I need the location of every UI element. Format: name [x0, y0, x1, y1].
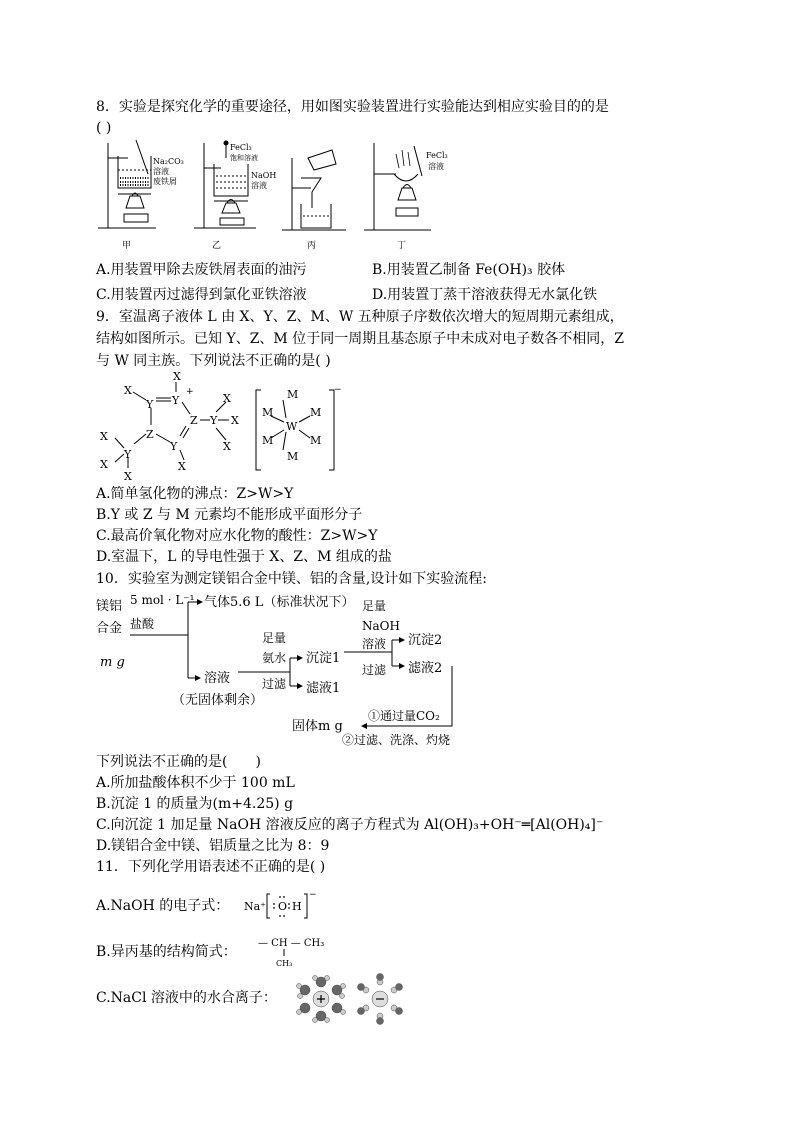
q10-option-b: B.沉淀 1 的质量为(m+4.25) g: [96, 796, 294, 812]
atom-x: X: [231, 414, 239, 427]
atom-x: X: [223, 392, 231, 405]
flow-step-2: ②过滤、洗涤、灼烧: [342, 733, 451, 747]
q8-option-b: B.用装置乙制备 Fe(OH)₃ 胶体: [372, 262, 566, 278]
atom-m: M: [287, 450, 299, 463]
yi-reagent-4: 溶液: [251, 181, 267, 190]
q8-stem: 8．实验是探究化学的重要途径，用如图实验装置进行实验能达到相应实验目的的是: [96, 99, 609, 115]
na-ion: Na⁺: [244, 900, 266, 913]
bing-caption: 丙: [307, 241, 317, 251]
flow-acid: 盐酸: [130, 617, 155, 631]
apparatus-jia: [98, 140, 156, 228]
q10-stem: 10．实验室为测定镁铝合金中镁、铝的含量,设计如下实验流程:: [96, 571, 487, 587]
flow-nh3: 氨水: [262, 651, 287, 665]
jia-reagent-1: Na₂CO₃: [153, 157, 184, 166]
q9-option-b: B.Y 或 Z 与 M 元素均不能形成平面形分子: [96, 507, 363, 523]
flow-step-1: ①通过量CO₂: [368, 709, 440, 723]
flow-solid: 固体m g: [292, 719, 343, 734]
flow-start-mass: m g: [100, 655, 125, 670]
q9-option-c: C.最高价氧化物对应水化物的酸性：Z>W>Y: [96, 528, 378, 544]
yi-caption: 乙: [212, 241, 222, 251]
flow-solution: 溶液: [204, 671, 231, 686]
flow-start-1: 镁铝: [96, 599, 123, 614]
flow-naoh-solution: 溶液: [362, 637, 387, 651]
atom-x: X: [124, 470, 132, 483]
q11-option-b: B.异丙基的结构简式：: [96, 944, 237, 960]
atom-x: X: [223, 440, 231, 453]
q11-option-a: A.NaOH 的电子式：: [96, 898, 230, 914]
naoh-electron-formula: [242, 888, 322, 924]
flow-start-2: 合金: [96, 621, 123, 636]
atom-x: X: [100, 430, 108, 443]
apparatus-ding: [364, 143, 431, 230]
atom-y: Y: [124, 448, 132, 461]
jia-caption: 甲: [122, 241, 132, 251]
atom-x: X: [124, 384, 132, 397]
charge-minus: −: [309, 890, 317, 900]
apparatus-bing: [282, 150, 346, 230]
flow-nh3-amount: 足量: [262, 631, 287, 645]
isopropyl-branch: CH₃: [276, 959, 293, 968]
flow-gas: 气体5.6 L（标准状况下）: [204, 595, 355, 610]
atom-x: X: [100, 458, 108, 471]
atom-y: Y: [170, 440, 178, 453]
atom-y: Y: [146, 398, 154, 411]
yi-reagent-3: NaOH: [251, 171, 277, 180]
atom-x: X: [178, 460, 186, 473]
atom-m: M: [262, 434, 274, 447]
flow-acid-conc: 5 mol · L⁻¹: [130, 593, 195, 607]
flow-no-residue: （无固体剩余）: [172, 693, 264, 708]
flow-precipitate-1: 沉淀1: [306, 651, 341, 666]
q10-question: 下列说法不正确的是( ): [96, 754, 261, 770]
flow-naoh: NaOH: [362, 619, 400, 633]
ding-caption: 丁: [397, 241, 407, 251]
oxygen-atom: O: [278, 900, 288, 913]
atom-z: Z: [146, 428, 154, 441]
atom-z: Z: [190, 414, 198, 427]
hydrated-ions-figure: [296, 976, 416, 1022]
q10-option-a: A.所加盐酸体积不少于 100 mL: [96, 775, 295, 791]
ding-reagent-1: FeCl₃: [426, 151, 448, 160]
q8-answer-paren: ( ): [96, 120, 112, 136]
charge-minus: −: [334, 385, 342, 395]
atom-x: X: [173, 370, 181, 383]
jia-reagent-3: 废铁屑: [153, 177, 177, 186]
q10-flowchart: [96, 590, 466, 750]
atom-w: W: [286, 420, 298, 433]
flow-filter-2: 过滤: [362, 663, 387, 677]
q9-stem-line-3: 与 W 同主族。下列说法不正确的是( ): [96, 353, 331, 369]
flow-naoh-amount: 足量: [362, 599, 387, 613]
atom-m: M: [262, 406, 274, 419]
atom-y: Y: [172, 394, 180, 407]
q10-option-c: C.向沉淀 1 加足量 NaOH 溶液反应的离子方程式为 Al(OH)₃+OH⁻═[Al(OH)₄]⁻: [96, 817, 604, 833]
charge-plus: +: [186, 387, 194, 397]
q9-stem-line-1: 9．室温离子液体 L 由 X、Y、Z、M、W 五种原子序数依次增大的短周期元素组成，: [96, 309, 624, 325]
yi-reagent-1: FeCl₃: [230, 143, 252, 152]
flow-precipitate-2: 沉淀2: [408, 633, 443, 648]
q10-option-d: D.镁铝合金中镁、铝质量之比为 8：9: [96, 838, 330, 854]
q8-option-a: A.用装置甲除去废铁屑表面的油污: [96, 262, 307, 278]
q9-option-a: A.简单氢化物的沸点：Z>W>Y: [96, 486, 294, 502]
q8-option-d: D.用装置丁蒸干溶液获得无水氯化铁: [372, 287, 598, 303]
atom-m: M: [287, 388, 299, 401]
atom-y: Y: [210, 414, 218, 427]
yi-reagent-2: 饱和溶液: [230, 154, 258, 162]
hydrogen-atom: H: [292, 900, 302, 913]
q9-structure-figure: [96, 370, 356, 482]
q11-option-c: C.NaCl 溶液中的水合离子：: [96, 990, 277, 1006]
flow-filter-1: 过滤: [262, 677, 287, 691]
flow-filtrate-1: 滤液1: [306, 681, 341, 696]
flow-filtrate-2: 滤液2: [408, 661, 443, 676]
atom-m: M: [310, 434, 322, 447]
isopropyl-main-chain: — CH — CH₃: [258, 938, 325, 949]
q8-option-c: C.用装置丙过滤得到氯化亚铁溶液: [96, 287, 307, 303]
q11-stem: 11．下列化学用语表述不正确的是( ): [96, 859, 326, 875]
q9-stem-line-2: 结构如图所示。已知 Y、Z、M 位于同一周期且基态原子中未成对电子数各不相同，Z: [96, 331, 624, 347]
q8-apparatus-figure: [96, 138, 576, 253]
q9-option-d: D.室温下，L 的导电性强于 X、Z、M 组成的盐: [96, 549, 392, 565]
atom-m: M: [310, 406, 322, 419]
isopropyl-formula: [258, 932, 348, 968]
jia-reagent-2: 溶液: [153, 167, 169, 176]
ding-reagent-2: 溶液: [428, 162, 444, 171]
